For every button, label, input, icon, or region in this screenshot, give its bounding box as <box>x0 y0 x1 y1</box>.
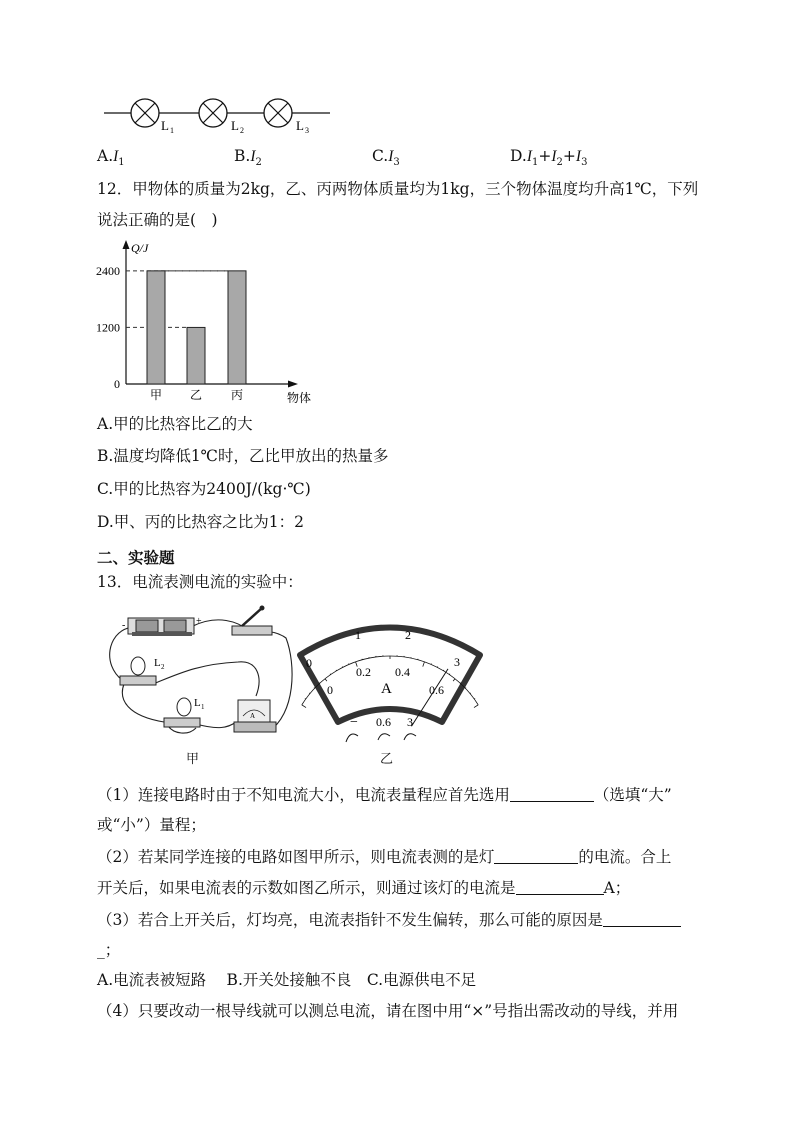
q12-stem-line1: 12．甲物体的质量为2kg，乙、丙两物体质量均为1kg，三个物体温度均升高1℃，下列 <box>97 180 699 198</box>
battery-pack <box>128 618 194 636</box>
figure-caption-jia: 甲 <box>186 752 200 767</box>
q13-part4-line1: （4）只要改动一根导线就可以测总电流，请在图中用“×”号指出需改动的导线，并用 <box>97 1002 679 1020</box>
lamp-l2-tag: L <box>154 657 161 669</box>
lamp-l2-label: L <box>231 118 239 133</box>
q13-part3-line2: _； <box>97 941 121 959</box>
bar-1 <box>187 327 205 384</box>
upper-scale-3: 3 <box>454 655 460 669</box>
battery-plus-label: + <box>196 616 202 627</box>
q12-option-d: D.甲、丙的比热容之比为1：2 <box>97 513 305 531</box>
ammeter-device-label: A <box>250 712 256 720</box>
q11-option-c: $C.I_3$ <box>372 147 400 168</box>
section-heading: 二、实验题 <box>97 548 175 567</box>
y-tick-label-2: 2400 <box>96 263 120 278</box>
q12-stem-line2: 说法正确的是( ) <box>97 211 218 229</box>
svg-text:3: 3 <box>305 126 309 135</box>
lamp-l2-symbol <box>199 99 227 127</box>
lower-scale-3: 0.6 <box>429 683 444 697</box>
series-lamp-circuit <box>100 92 340 137</box>
bar-2 <box>228 271 246 384</box>
q11-option-b: $B.I_2$ <box>234 147 262 168</box>
answer-blank-4[interactable] <box>603 910 681 927</box>
y-tick-label-0: 0 <box>114 377 120 391</box>
x-category-label-1: 乙 <box>189 388 203 402</box>
lamp-l2-bulb <box>120 657 156 685</box>
dial-tick <box>474 705 478 708</box>
lamp-l1-symbol <box>131 99 159 127</box>
q13-part2-line1: （2）若某同学连接的电路如图甲所示，则电流表测的是灯 的电流。合上 <box>97 848 672 866</box>
q11-option-a: $A.I_1$ <box>97 147 125 168</box>
terminal-06-label: 0.6 <box>376 715 391 729</box>
lower-scale-2: 0.4 <box>395 665 410 679</box>
dial-unit: A <box>381 681 392 697</box>
q13-part3-line1: （3）若合上开关后，灯均亮，电流表指针不发生偏转，那么可能的原因是 <box>97 910 681 930</box>
y-axis-arrow <box>123 240 130 249</box>
bar-0 <box>147 271 165 384</box>
svg-text:1: 1 <box>170 126 174 135</box>
q13-part3-options: A.电流表被短路 B.开关处接触不良 C.电源供电不足 <box>97 971 477 989</box>
terminal-3-label: 3 <box>407 715 413 729</box>
figure-caption-yi: 乙 <box>380 752 394 767</box>
lower-scale-0: 0 <box>327 683 333 697</box>
heat-bar-chart <box>94 236 334 408</box>
x-axis-label: 物体 <box>287 391 312 405</box>
q11-option-d: $D.I_1+I_2+I_3$ <box>510 147 588 168</box>
lamp-l1-label: L <box>161 118 169 133</box>
q13-part1-line1: （1）连接电路时由于不知电流大小，电流表量程应首先选用 （选填“大” <box>97 786 672 804</box>
ammeter-dial <box>290 610 490 750</box>
answer-blank-1[interactable] <box>510 785 594 802</box>
terminal-minus-label: − <box>350 715 358 730</box>
y-axis-label: Q/J <box>131 241 149 255</box>
x-axis-arrow <box>288 381 298 388</box>
dial-tick <box>302 705 306 708</box>
q12-option-c: C.甲的比热容为2400J/(kg·℃) <box>97 480 311 498</box>
upper-scale-0: 0 <box>306 656 312 670</box>
physical-circuit-figure <box>98 604 298 744</box>
q12-option-b: B.温度均降低1℃时，乙比甲放出的热量多 <box>97 447 389 465</box>
lamp-l1-tag: L <box>194 697 201 709</box>
y-tick-label-1: 1200 <box>96 320 120 335</box>
lamp-l3-label: L <box>296 118 304 133</box>
answer-blank-3[interactable] <box>516 878 604 895</box>
upper-scale-2: 2 <box>405 628 411 642</box>
battery-minus-label: - <box>122 620 126 631</box>
x-category-label-2: 丙 <box>230 388 244 402</box>
upper-scale-1: 1 <box>355 628 361 642</box>
x-category-label-0: 甲 <box>149 388 163 402</box>
svg-text:2: 2 <box>161 663 165 671</box>
svg-text:1: 1 <box>201 703 205 711</box>
q12-option-a: A.甲的比热容比乙的大 <box>97 415 253 433</box>
dial-body <box>300 628 480 723</box>
q13-part2-line2: 开关后，如果电流表的示数如图乙所示，则通过该灯的电流是 A； <box>97 879 631 897</box>
lamp-l3-symbol <box>264 99 292 127</box>
knife-switch <box>232 606 272 636</box>
answer-blank-2[interactable] <box>494 847 578 864</box>
svg-text:2: 2 <box>240 126 244 135</box>
lower-scale-1: 0.2 <box>356 665 371 679</box>
q13-title: 13．电流表测电流的实验中： <box>97 573 303 591</box>
q13-part1-line2: 或“小”）量程； <box>97 816 206 834</box>
